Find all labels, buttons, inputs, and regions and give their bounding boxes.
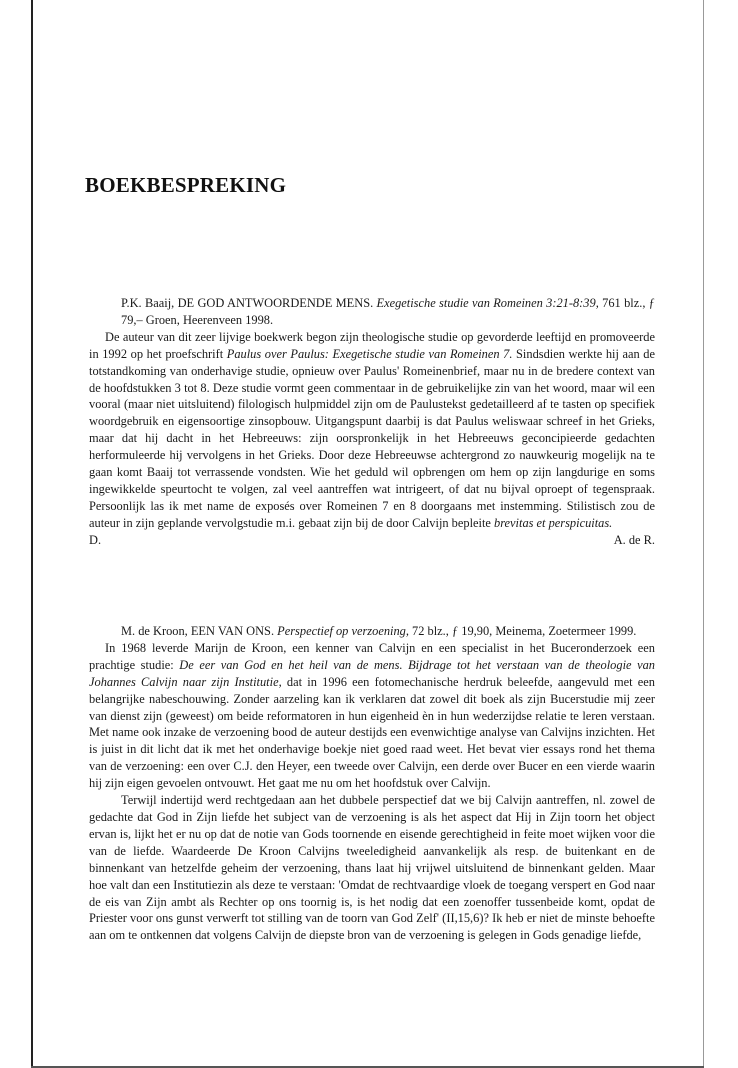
citation-author-title: P.K. Baaij, DE GOD ANTWOORDENDE MENS.	[121, 296, 377, 310]
review-signature	[89, 532, 655, 549]
review-de-kroon	[89, 623, 655, 944]
text-run: In 1968 leverde Marijn de Kroon, een kenner van Calvijn en een specialist in het Buceronderzoek een prachtige studie:	[89, 640, 655, 672]
citation-subtitle: Exegetische studie van Romeinen 3:21-8:39,	[376, 296, 599, 310]
review-paragraph	[89, 792, 655, 944]
review-citation	[89, 295, 655, 329]
page-left-edge	[31, 0, 33, 1068]
review-paragraph	[89, 640, 655, 792]
italic-run: Paulus over Paulus: Exegetische studie van Romeinen 7.	[226, 346, 513, 361]
text-run: Terwijl indertijd werd rechtgedaan aan het dubbele perspectief dat we bij Calvijn aantreffen, nl. zowel de gedachte dat God in Zijn liefde het subject van de verzoening is als het aspect dat Hij in Zijn toorn het object ervan is, lijkt het er nu op dat de notie van Gods toornende en eisende gerechtigheid in feite moet wijken voor die van de liefde. Waardeerde De Kroon Calvijns tweeledigheid aanvankelijk als resp. de buitenkant en de binnenkant van hetzelfde geheim der verzoening, thans laat hij vrijwel uitsluitend de binnenkant gelden. Maar hoe valt dan een Institutiezin als deze te verstaan: 'Omdat de rechtvaardige vloek de toegang verspert en God naar de eis van Zijn ambt als Rechter op ons toornig is, is het nodig dat een zoenoffer tussenbeide komt, opdat de Priester voor ons gunst verwerft tot stilling van de toorn van God Zelf' (II,15,6)? Ik heb er niet de minste behoefte aan om te ontkennen dat volgens Calvijn de diepste bron van de verzoening is gelegen in Gods genadige liefde,	[89, 793, 655, 943]
citation-details: 72 blz., ƒ 19,90, Meinema, Zoetermeer 1999.	[408, 624, 637, 638]
page-right-edge	[703, 0, 704, 1068]
signature-right: A. de R.	[613, 532, 655, 547]
page-heading: BOEKBESPREKING	[85, 173, 287, 197]
review-baaij	[89, 295, 655, 549]
text-run: dat in 1996 een fotomechanische herdruk beleefde, aangevuld met een belangrijke nabeschouwing. Zonder aarzeling kan ik verklaren dat zowel dit boek als zijn Bucerstudie mij zeer van dienst zijn (geweest) om beide reformatoren in hun eigenheid èn in hun wederzijdse relatie te leren verstaan. Met name ook inzake de verzoening bood de auteur destijds een evenwichtige analyse van Calvijns inzichten. Het is juist in dit licht dat ik met het onderhavige boekje niet goed raad weet. Het bevat vier essays rond het thema van de verzoening: een over C.J. den Heyer, een tweede over Calvijn, een derde over Bucer en een vierde waarin hij zijn eigen gevoelen ontvouwt. Het gaat me nu om het hoofdstuk over Calvijn.	[89, 674, 655, 791]
italic-run: De eer van God en het heil van de mens. Bijdrage tot het verstaan van de theologie van Johannes Calvijn naar zijn Institutie,	[89, 657, 655, 689]
text-run: Sindsdien werkte hij aan de totstandkoming van onderhavige studie, opnieuw over Paulus' Romeinenbrief, maar nu in de bredere context van de hoofdstukken 3 tot 8. Deze studie vormt geen commentaar in de gebruikelijke zin van het woord, maar wil een vooral (maar niet uitsluitend) filologisch hulpmiddel zijn om de Paulustekst gedetailleerd af te tasten op specifiek woordgebruik en eigensoortige zinsopbouw. Uitgangspunt daarbij is dat Paulus weliswaar schreef in het Grieks, maar dat hij dacht in het Hebreeuws: zijn oorspronkelijk in het Hebreeuws geconcipieerde gedachten herformuleerde hij vervolgens in het Grieks. Door deze Hebreeuwse achtergrond zo nauwkeurig mogelijk na te gaan komt Baaij tot verrassende vondsten. Wie het geduld wil opbrengen om hem op zijn langdurige en soms ingewikkelde speurtocht te volgen, zal veel aantreffen wat intrigeert, of dat nu bijval oproept of tegenspraak. Persoonlijk las ik met name de exposés over Romeinen 7 en 8 doorgaans met instemming. Stilistisch zou de auteur in zijn geplande vervolgstudie m.i. gebaat zijn bij de door Calvijn bepleite	[89, 346, 655, 530]
signature-left: D.	[89, 532, 102, 547]
text-run: De auteur van dit zeer lijvige boekwerk begon zijn theologische studie op gevorderde leeftijd en promoveerde in 1992 op het proefschrift	[89, 329, 655, 361]
italic-run: brevitas et perspicuitas.	[494, 515, 613, 530]
review-citation	[89, 623, 655, 640]
citation-details: 761 blz., ƒ 79,– Groen, Heerenveen 1998.	[121, 296, 655, 327]
citation-subtitle: Perspectief op verzoening,	[277, 624, 409, 638]
review-paragraph	[89, 329, 655, 532]
citation-author-title: M. de Kroon, EEN VAN ONS.	[121, 624, 278, 638]
